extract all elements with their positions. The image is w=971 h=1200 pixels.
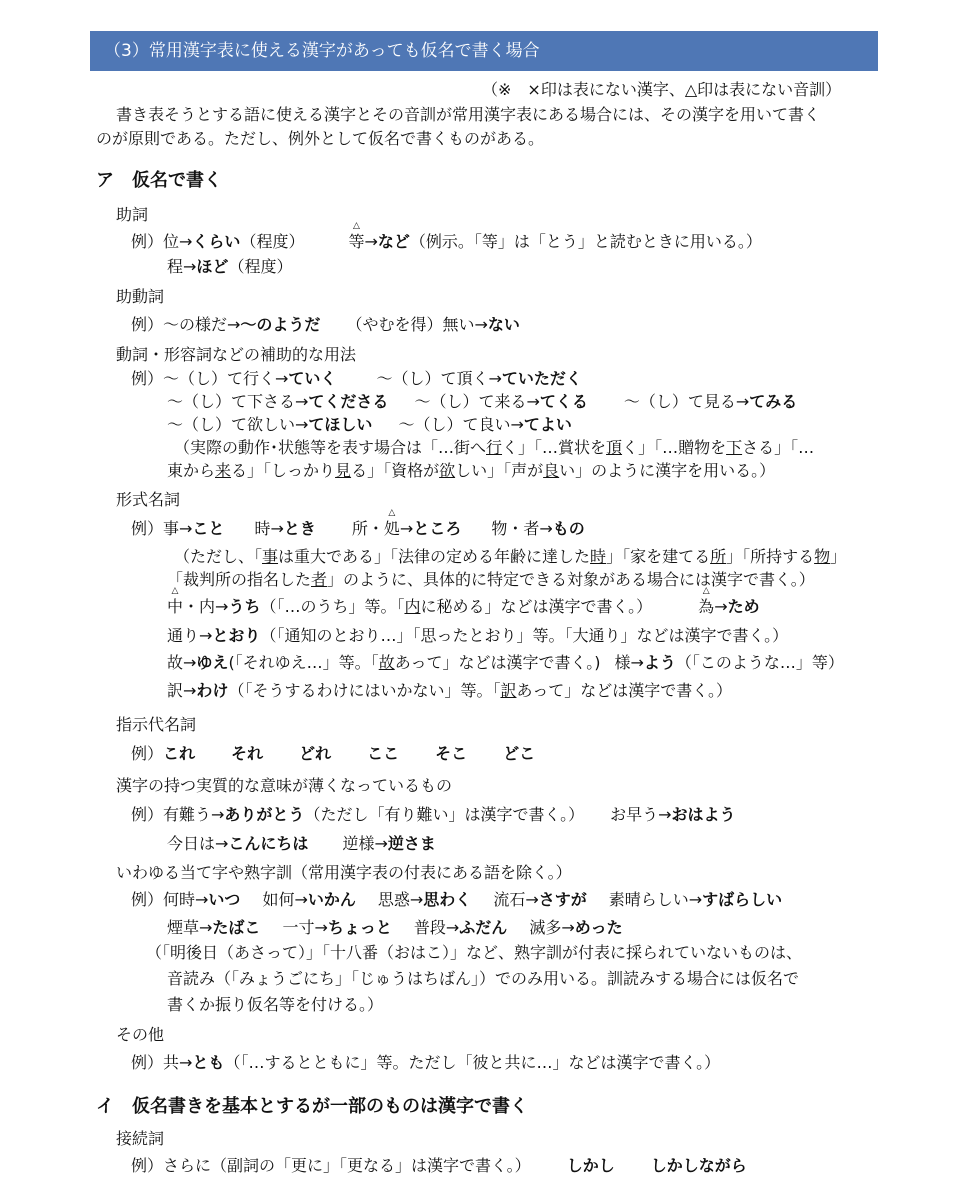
example-hojo-1: 例）～（し）て行く→ていく ～（し）て頂く→ていただく <box>131 369 582 388</box>
note-ateji-3: 書くか振り仮名等を付ける。） <box>167 995 384 1014</box>
label-ateji: いわゆる当て字や熟字訓（常用漢字表の付表にある語を除く。） <box>116 863 572 882</box>
heading-a: ア 仮名で書く <box>96 170 222 191</box>
triangle-mark: △ 処 <box>384 518 400 540</box>
word: これ <box>163 744 196 763</box>
note-keishiki-2: 「裁判所の指名した者」のように、具体的に特定できる対象がある場合には漢字で書く。） <box>167 570 815 589</box>
example-other: 例）共→とも（「…するとともに」等。ただし「彼と共に…」などは漢字で書く。） <box>131 1053 721 1072</box>
note-hojo-1: （実際の動作･状態等を表す場合は「…街へ行く」「…賞状を頂く」「…贈物を下さる」「… <box>174 438 815 457</box>
example-ateji-1: 例）何時→いつ 如何→いかん 思惑→思わく 流石→さすが 素晴らしい→すばらしい <box>131 890 783 909</box>
note-keishiki-1: （ただし、「事は重大である」「法律の定める年齢に達した時」「家を建てる所」「所持する物」 <box>174 547 847 566</box>
triangle-mark: △ 為 <box>698 596 714 618</box>
example-jodoshi: 例）～の様だ→～のようだ （やむを得）無い→ない <box>131 315 520 334</box>
label-keishiki: 形式名詞 <box>116 490 181 509</box>
word: どこ <box>503 744 536 763</box>
example-keishiki-5: 故→ゆえ(「それゆえ…」等。「故あって」などは漢字で書く。) 様→よう（「このような…」等） <box>167 653 844 672</box>
triangle-mark: △ 等 <box>348 231 364 253</box>
word: そこ <box>435 744 468 763</box>
label-hojo: 動詞・形容詞などの補助的な用法 <box>116 345 357 364</box>
legend-note: （※ ×印は表にない漢字、△印は表にない音訓） <box>482 80 842 99</box>
triangle-mark: △ 中 <box>167 596 183 618</box>
example-hojo-2: ～（し）て下さる→てくださる ～（し）て来る→てくる ～（し）て見る→てみる <box>167 392 798 411</box>
heading-i: イ 仮名書きを基本とするが一部のものは漢字で書く <box>96 1096 528 1117</box>
label-other: その他 <box>116 1025 165 1044</box>
label-usui: 漢字の持つ実質的な意味が薄くなっているもの <box>116 776 453 795</box>
example-usui-2: 今日は→こんにちは 逆様→逆さま <box>167 834 436 853</box>
label-jodoshi: 助動詞 <box>116 287 165 306</box>
example-ateji-2: 煙草→たばこ 一寸→ちょっと 普段→ふだん 滅多→めった <box>167 918 623 937</box>
note-hojo-2: 東から来る」「しっかり見る」「資格が欲しい」「声が良い」のように漢字を用いる。） <box>167 461 776 480</box>
label-setsuzoku: 接続詞 <box>116 1129 165 1148</box>
label-joshi: 助詞 <box>116 205 149 224</box>
section-title: （3）常用漢字表に使える漢字があっても仮名で書く場合 <box>104 41 540 61</box>
example-setsuzoku: 例）さらに（副詞の「更に」「更なる」は漢字で書く。） しかし しかしながら <box>131 1156 747 1175</box>
note-ateji-1: （「明後日（あさって）」「十八番（おはこ）」など、熟字訓が付表に採られていないものは、 <box>146 943 803 962</box>
section-title-banner <box>90 31 878 71</box>
word: ここ <box>367 744 400 763</box>
example-shiji: 例）これ それ どれ ここ そこ どこ <box>131 744 536 763</box>
label-shiji: 指示代名詞 <box>116 715 197 734</box>
example-joshi-2: 程→ほど（程度） <box>167 257 293 276</box>
example-joshi-1: 例）位→くらい（程度）△ 等→など（例示。「等」は「とう」と読むときに用いる。） <box>131 231 762 253</box>
intro-line-1: 書き表そうとする語に使える漢字とその音訓が常用漢字表にある場合には、その漢字を用いて書く <box>116 105 821 124</box>
intro-line-2: のが原則である。ただし、例外として仮名で書くものがある。 <box>96 129 545 148</box>
example-keishiki-3: △ 中・内→うち（「…のうち」等。「内に秘める」などは漢字で書く。）△ 為→ため <box>167 596 760 618</box>
note-ateji-2: 音読み（「みょうごにち」「じゅうはちばん」）でのみ用いる。訓読みする場合には仮名で <box>167 969 800 988</box>
example-keishiki-6: 訳→わけ（「そうするわけにはいかない」等。「訳あって」などは漢字で書く。） <box>167 681 732 700</box>
example-usui-1: 例）有難う→ありがとう（ただし「有り難い」は漢字で書く。） お早う→おはよう <box>131 805 736 824</box>
word: どれ <box>299 744 332 763</box>
example-keishiki-1: 例）事→こと 時→とき 所・△ 処→ところ 物・者→もの <box>131 518 585 540</box>
example-keishiki-4: 通り→とおり（「通知のとおり…」「思ったとおり」等。「大通り」などは漢字で書く。） <box>167 626 789 645</box>
example-hojo-3: ～（し）て欲しい→てほしい ～（し）て良い→てよい <box>167 415 572 434</box>
word: それ <box>231 744 264 763</box>
